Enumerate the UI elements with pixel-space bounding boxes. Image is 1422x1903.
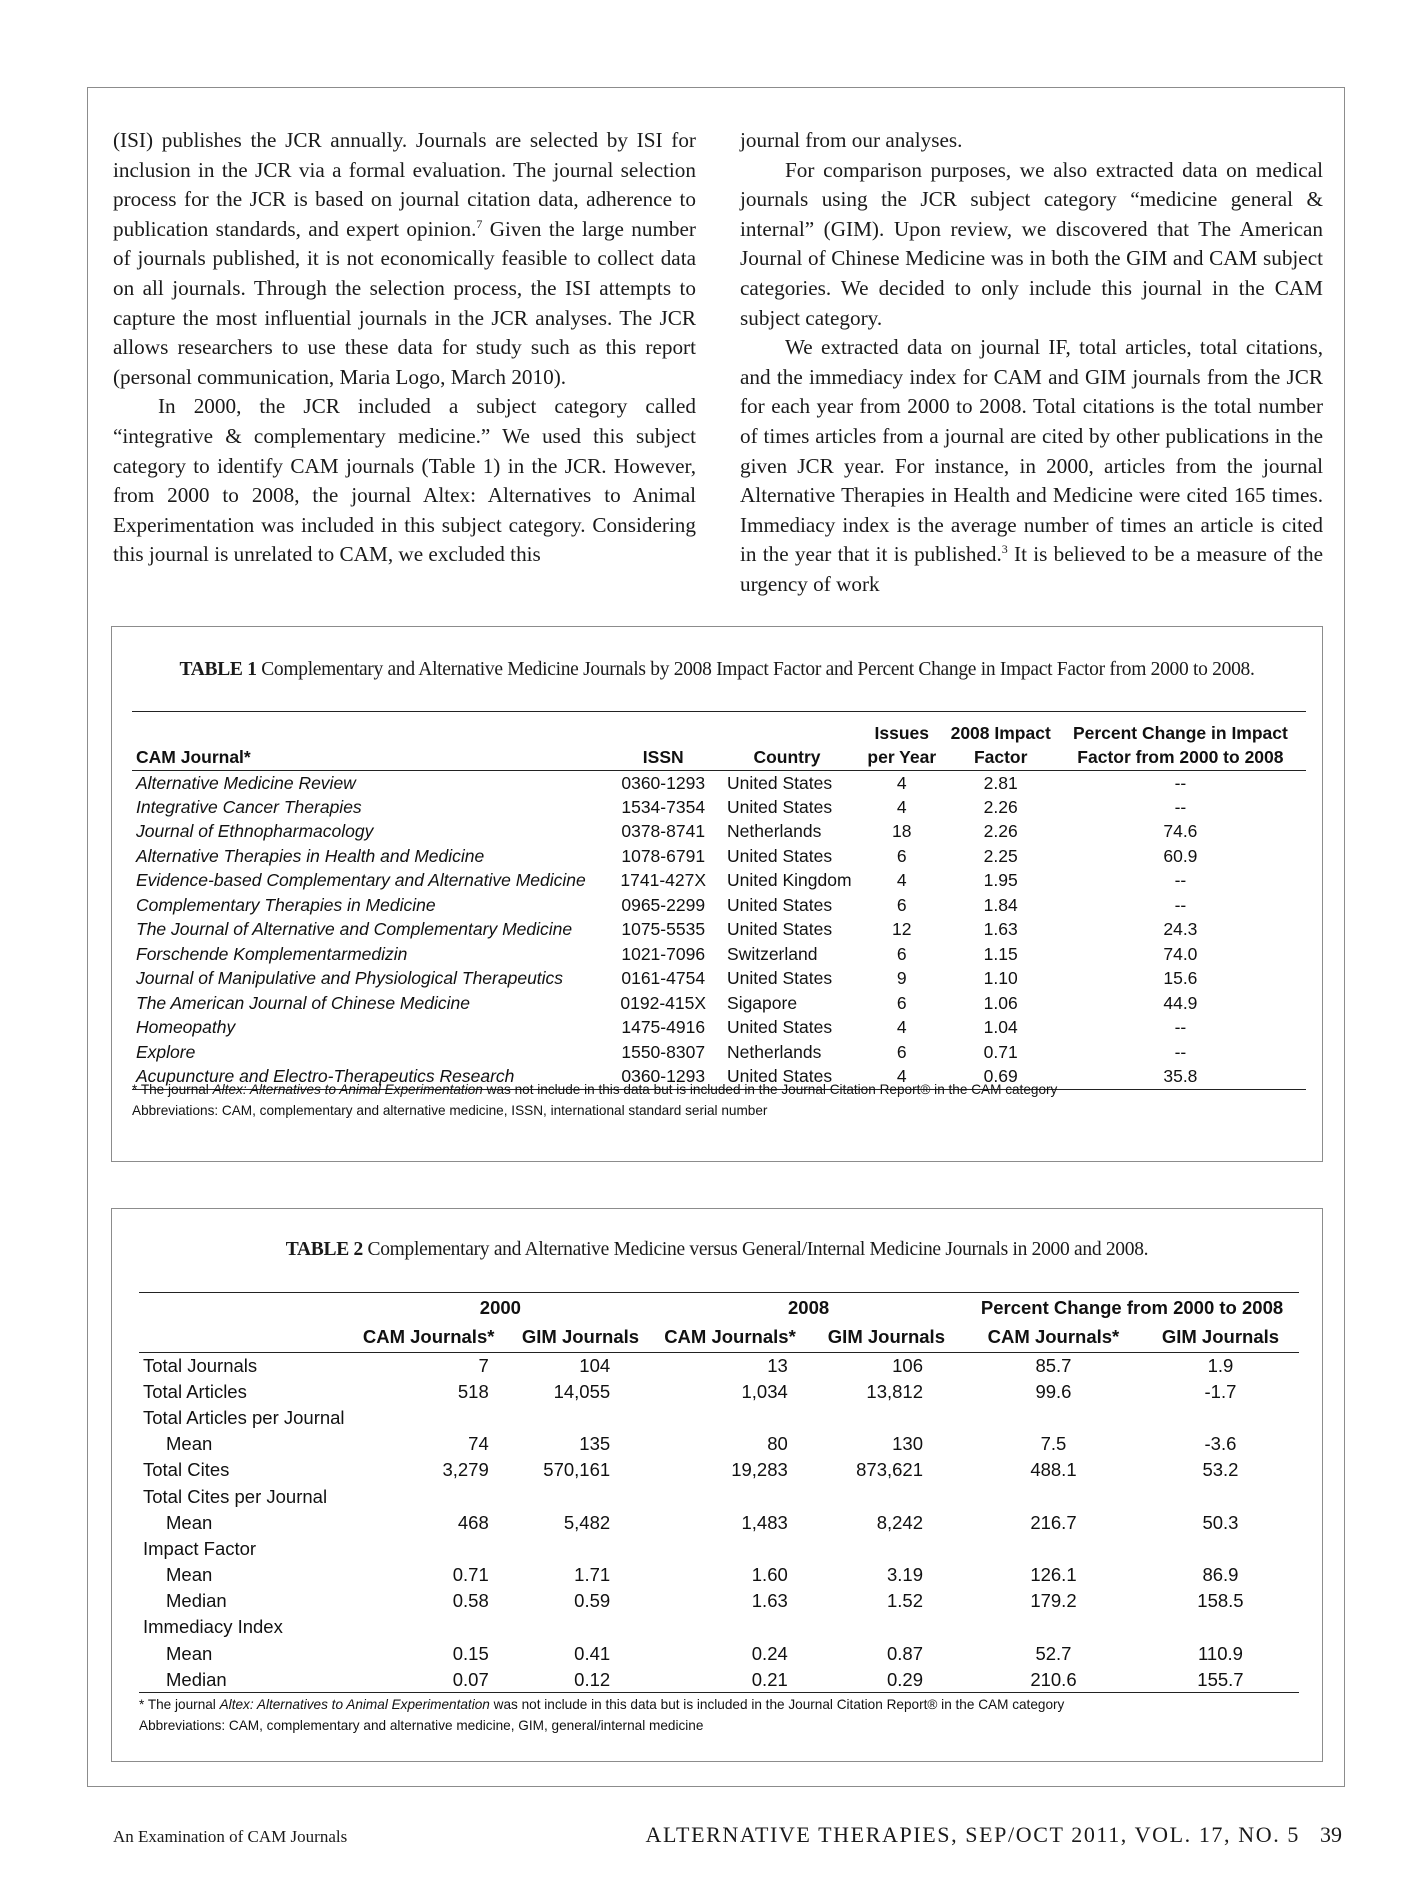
table-cell: United States (727, 1017, 833, 1038)
col-header: per Year (857, 746, 947, 771)
table-cell: 1.15 (983, 943, 1018, 964)
table-cell (1142, 1483, 1299, 1509)
col-header: CAM Journals* (965, 1323, 1142, 1353)
table-cell (965, 1483, 1142, 1509)
table-cell: -- (1174, 870, 1187, 891)
table2-abbreviations: Abbreviations: CAM, complementary and alternative medicine, GIM, general/internal medicine (139, 1718, 704, 1733)
table-cell: 2.25 (983, 845, 1018, 866)
table-cell: 1.04 (983, 1017, 1018, 1038)
table-row (139, 1536, 1299, 1562)
table-cell: Switzerland (727, 943, 818, 964)
table-cell: 74 (468, 1433, 489, 1455)
table-cell: -- (1174, 1041, 1187, 1062)
col-header: CAM Journals* (652, 1323, 808, 1353)
col-header: Percent Change in Impact (1055, 712, 1306, 746)
table-cell (652, 1614, 808, 1640)
table1-abbreviations: Abbreviations: CAM, complementary and alternative medicine, ISSN, international standard serial number (132, 1103, 768, 1118)
journal-name-cell: Forschende Komplementarmedizin (136, 943, 408, 964)
table-cell: 1.9 (1207, 1354, 1234, 1376)
table1-footnote: * The journal Altex: Alternatives to Animal Experimentation was not include in this data but is included in the Journal Citation Report® in the CAM category (132, 1082, 1058, 1097)
table-row (139, 1379, 1299, 1405)
table-cell: 0.41 (574, 1642, 611, 1664)
table-cell: 6 (896, 943, 907, 964)
table-cell: 86.9 (1202, 1564, 1239, 1586)
table-cell: United States (727, 796, 833, 817)
table-cell: 19,283 (731, 1459, 788, 1481)
table1-header-row (132, 712, 1306, 746)
row-label: Median (166, 1590, 227, 1612)
table-cell: 6 (896, 992, 907, 1013)
group-header: 2000 (349, 1293, 653, 1323)
table-cell: 0.12 (509, 1667, 652, 1693)
table-cell (1142, 1614, 1299, 1640)
table2-sub-header-row (139, 1323, 1299, 1353)
table-cell: 18 (892, 821, 912, 842)
table-row (139, 1457, 1299, 1483)
table-cell (509, 1405, 652, 1431)
table-cell: 60.9 (1163, 845, 1198, 866)
col-header: GIM Journals (509, 1323, 652, 1353)
table-cell: 570,161 (543, 1459, 611, 1481)
table-cell (808, 1614, 965, 1640)
table-cell: 0.87 (887, 1642, 924, 1664)
table-cell: 468 (457, 1511, 489, 1533)
table2 (139, 1292, 1299, 1693)
table-cell (509, 1536, 652, 1562)
table-cell (1142, 1405, 1299, 1431)
table-cell (349, 1614, 509, 1640)
table-cell: 44.9 (1163, 992, 1198, 1013)
table-cell: 8,242 (876, 1511, 924, 1533)
table-cell: 24.3 (1163, 919, 1198, 940)
table-cell: 13,812 (866, 1380, 924, 1402)
row-label: Immediacy Index (143, 1616, 283, 1638)
table2-caption: TABLE 2 Complementary and Alternative Medicine versus General/Internal Medicine Journals in 2000 and 2008. (285, 1239, 1149, 1260)
table2-group-header-row (139, 1293, 1299, 1323)
journal-name-cell: The American Journal of Chinese Medicine (136, 992, 470, 1013)
journal-name-cell: Explore (136, 1041, 196, 1062)
table1-notes (132, 1079, 1057, 1121)
table-cell (652, 1483, 808, 1509)
table-cell: 135 (579, 1433, 611, 1455)
table-cell (965, 1405, 1142, 1431)
journal-name-cell: Alternative Therapies in Health and Medicine (136, 845, 485, 866)
table-cell: 0965-2299 (621, 894, 706, 915)
journal-name-cell: Journal of Ethnopharmacology (136, 821, 374, 842)
table-cell: 0.29 (808, 1667, 965, 1693)
table-cell: 1534-7354 (621, 796, 706, 817)
table-cell: 0192-415X (620, 992, 707, 1013)
table-cell: 1.63 (751, 1590, 788, 1612)
table-row (139, 1667, 1299, 1693)
table-cell: 35.8 (1055, 1065, 1306, 1090)
table-cell: 0.71 (452, 1564, 489, 1586)
table-cell: 13 (767, 1354, 788, 1376)
table-cell: 1.06 (983, 992, 1018, 1013)
journal-name-cell: Journal of Manipulative and Physiological Therapeutics (136, 968, 564, 989)
table-cell: 158.5 (1197, 1590, 1244, 1612)
group-header: Percent Change from 2000 to 2008 (965, 1293, 1299, 1323)
table-cell: 518 (457, 1380, 489, 1402)
row-label: Median (139, 1667, 349, 1693)
row-label: Mean (166, 1433, 213, 1455)
table-cell: United States (727, 772, 833, 793)
table-cell (965, 1614, 1142, 1640)
paragraph: (ISI) publishes the JCR annually. Journals are selected by ISI for inclusion in the JCR via a formal evaluation. The journal selection process for the JCR is based on journal citation data, adherence to publication standards, and expert opinion.$^7$ Given the large number of journals published, it is not economically feasible to collect data on all journals. Through the selection process, the ISI attempts to capture the most influential journals in the JCR analyses. The JCR allows researchers to use these data for study such as this report (personal communication, Maria Logo, March 2010). (113, 128, 696, 389)
table-cell (808, 1405, 965, 1431)
table-cell: United States (727, 919, 833, 940)
table-cell: 110.9 (1197, 1642, 1243, 1664)
table-cell: 1475-4916 (621, 1017, 706, 1038)
row-label: Total Articles per Journal (143, 1406, 345, 1428)
table-cell: 50.3 (1202, 1511, 1239, 1533)
col-header: GIM Journals (808, 1323, 965, 1353)
table-cell: 1.60 (751, 1564, 788, 1586)
table-row (139, 1431, 1299, 1457)
table-cell: 130 (892, 1433, 924, 1455)
table-row (132, 1040, 1306, 1065)
citation-ref: 7 (476, 216, 483, 231)
body-text (113, 126, 1323, 606)
table-cell: 99.6 (1035, 1380, 1072, 1402)
paragraph: In 2000, the JCR included a subject category called “integrative & complementary medicine.” We used this subject category to identify CAM journals (Table 1) in the JCR. However, from 2000 to 2008, the journal Altex: Alternatives to Animal Experimentation was included in this subject category. Considering this journal is unrelated to CAM, we excluded this (113, 394, 696, 567)
col-header: Factor (947, 746, 1055, 771)
table-cell: -- (1174, 1017, 1187, 1038)
table-cell (965, 1536, 1142, 1562)
row-label: Total Articles (143, 1380, 247, 1402)
row-label: Total Cites (143, 1459, 230, 1481)
table-cell: Netherlands (727, 821, 822, 842)
table-cell: 104 (579, 1354, 611, 1376)
table-cell: 0.15 (452, 1642, 489, 1664)
table-cell: 74.0 (1163, 943, 1198, 964)
table-cell: 85.7 (1035, 1354, 1072, 1376)
table-cell: 7 (478, 1354, 489, 1376)
table-cell: 14,055 (553, 1380, 611, 1402)
table-cell: 0.21 (652, 1667, 808, 1693)
table-cell: 6 (896, 1041, 907, 1062)
table-cell: 210.6 (965, 1667, 1142, 1693)
table-cell: Netherlands (727, 1041, 822, 1062)
table-cell: 2.81 (983, 772, 1018, 793)
col-header: Issues (857, 712, 947, 746)
table-cell: 2.26 (983, 821, 1018, 842)
row-label: Mean (166, 1642, 213, 1664)
table-cell: 1550-8307 (621, 1041, 706, 1062)
table-cell: United States (717, 1065, 857, 1090)
col-header: CAM Journal* (132, 746, 609, 771)
table-cell: 1.95 (983, 870, 1018, 891)
table-cell: -3.6 (1204, 1433, 1237, 1455)
journal-name-cell: Evidence-based Complementary and Alternative Medicine (136, 870, 586, 891)
row-label: Total Journals (143, 1354, 258, 1376)
left-column (113, 126, 696, 606)
table-cell: 0.71 (983, 1041, 1018, 1062)
table-cell: 0161-4754 (621, 968, 706, 989)
table-cell: 74.6 (1163, 821, 1198, 842)
table-row (132, 820, 1306, 845)
table-cell: 3.19 (887, 1564, 924, 1586)
col-header: Country (717, 746, 857, 771)
table-cell: 0.69 (947, 1065, 1055, 1090)
page-number: 39 (1320, 1822, 1342, 1847)
table-cell: 155.7 (1142, 1667, 1299, 1693)
table-cell (509, 1483, 652, 1509)
table-cell: -1.7 (1204, 1380, 1237, 1402)
table-cell (652, 1405, 808, 1431)
table-row (132, 869, 1306, 894)
table-cell: 4 (857, 1065, 947, 1090)
table-cell: 9 (896, 968, 907, 989)
table-cell: United States (727, 845, 833, 866)
table-cell (349, 1536, 509, 1562)
table-row (139, 1353, 1299, 1379)
table-cell: 0360-1293 (609, 1065, 717, 1090)
table-cell: 1075-5535 (621, 919, 706, 940)
journal-name-cell: Alternative Medicine Review (136, 772, 356, 793)
table-cell: 7.5 (1040, 1433, 1067, 1455)
table-cell: Sigapore (727, 992, 798, 1013)
table-cell: 6 (896, 894, 907, 915)
table-row (132, 795, 1306, 820)
table2-notes (139, 1694, 1064, 1736)
table-cell (509, 1614, 652, 1640)
table-cell (1142, 1536, 1299, 1562)
table-cell: 3,279 (442, 1459, 489, 1481)
table-cell: -- (1174, 894, 1187, 915)
table-cell: United Kingdom (727, 870, 852, 891)
table2-box (111, 1208, 1323, 1762)
journal-name-cell: The Journal of Alternative and Complementary Medicine (136, 919, 573, 940)
table-cell: 0.24 (751, 1642, 788, 1664)
table-cell: 106 (892, 1354, 924, 1376)
table-cell: 0.58 (452, 1590, 489, 1612)
table-cell: 873,621 (856, 1459, 924, 1481)
journal-name-cell: Integrative Cancer Therapies (136, 796, 362, 817)
table-cell: 5,482 (563, 1511, 611, 1533)
footer-journal-info (646, 1822, 1342, 1848)
table1-box (111, 626, 1323, 1162)
row-label: Mean (166, 1564, 213, 1586)
table-cell: 1.84 (983, 894, 1018, 915)
table-cell: 1.71 (574, 1564, 611, 1586)
table-cell: -- (1174, 772, 1187, 793)
table1-caption: TABLE 1 Complementary and Alternative Medicine Journals by 2008 Impact Factor and Percent Change in Impact Factor from 2000 to 2008. (179, 659, 1255, 680)
table-cell: 0.07 (349, 1667, 509, 1693)
table-cell: 53.2 (1202, 1459, 1239, 1481)
journal-name-cell: Homeopathy (136, 1017, 236, 1038)
table-row (139, 1641, 1299, 1667)
table-cell: 1.52 (887, 1590, 924, 1612)
table-cell (652, 1536, 808, 1562)
table-cell: United States (727, 968, 833, 989)
table-cell (349, 1405, 509, 1431)
table-row (132, 942, 1306, 967)
group-header: 2008 (652, 1293, 965, 1323)
table-cell: 4 (896, 870, 907, 891)
journal-name-cell: Acupuncture and Electro-Therapeutics Research (132, 1065, 609, 1090)
table-row (139, 1562, 1299, 1588)
table-row (139, 1483, 1299, 1509)
col-header: 2008 Impact (947, 712, 1055, 746)
table-row (139, 1510, 1299, 1536)
table-cell: 4 (896, 772, 907, 793)
table-cell: 179.2 (1030, 1590, 1077, 1612)
citation-ref: 3 (1001, 542, 1008, 557)
row-label: Total Cites per Journal (143, 1485, 328, 1507)
table-cell: 1,483 (741, 1511, 788, 1533)
table-cell (808, 1483, 965, 1509)
table-cell: 1.63 (983, 919, 1018, 940)
row-label: Impact Factor (143, 1537, 257, 1559)
table-cell: 0.59 (574, 1590, 611, 1612)
table1-header-row (132, 746, 1306, 771)
table-cell: 12 (892, 919, 912, 940)
table-cell: 1021-7096 (621, 943, 706, 964)
col-header: GIM Journals (1142, 1323, 1299, 1353)
table-row (132, 991, 1306, 1016)
table-cell: -- (1174, 796, 1187, 817)
table-cell: 6 (896, 845, 907, 866)
table-cell: 80 (767, 1433, 788, 1455)
table-row (132, 918, 1306, 943)
table-row (139, 1405, 1299, 1431)
table-cell: 2.26 (983, 796, 1018, 817)
table-cell (349, 1483, 509, 1509)
table-cell: 1,034 (741, 1380, 788, 1402)
table-row (139, 1588, 1299, 1614)
paragraph: We extracted data on journal IF, total articles, total citations, and the immediacy index for CAM and GIM journals from the JCR for each year from 2000 to 2008. Total citations is the total number of times articles from a journal are cited by other publications in the given JCR year. For instance, in 2000, articles from the journal Alternative Therapies in Health and Medicine were cited 165 times. Immediacy index is the average number of times an article is cited in the year that it is published.$^3$ It is believed to be a measure of the urgency of work (740, 335, 1324, 596)
table-cell: 15.6 (1163, 968, 1198, 989)
table-cell: 52.7 (1035, 1642, 1072, 1664)
table-row (132, 893, 1306, 918)
col-header: ISSN (609, 746, 717, 771)
table-cell: United States (727, 894, 833, 915)
table-cell: 0378-8741 (621, 821, 706, 842)
table2-footnote: * The journal Altex: Alternatives to Animal Experimentation was not include in this data but is included in the Journal Citation Report® in the CAM category (139, 1697, 1065, 1712)
col-header: Factor from 2000 to 2008 (1055, 746, 1306, 771)
footer-article-title: An Examination of CAM Journals (113, 1827, 348, 1846)
table1 (132, 711, 1306, 1090)
table-cell: 0360-1293 (621, 772, 706, 793)
table-cell: 126.1 (1030, 1564, 1077, 1586)
journal-name-cell: Complementary Therapies in Medicine (136, 894, 436, 915)
table-row (132, 771, 1306, 796)
table-row (139, 1614, 1299, 1640)
table-row (132, 844, 1306, 869)
table-cell: 1078-6791 (621, 845, 706, 866)
col-header: CAM Journals* (349, 1323, 509, 1353)
table-cell: 4 (896, 796, 907, 817)
table-cell: 216.7 (1030, 1511, 1077, 1533)
paragraph: journal from our analyses. (740, 128, 963, 152)
table-row (132, 1016, 1306, 1041)
table-cell: 1741-427X (620, 870, 707, 891)
table-cell: 488.1 (1030, 1459, 1077, 1481)
table-cell: 1.10 (983, 968, 1018, 989)
table-cell: 4 (896, 1017, 907, 1038)
right-column (740, 126, 1323, 606)
table-cell (808, 1536, 965, 1562)
table-row (132, 967, 1306, 992)
footer-journal: ALTERNATIVE THERAPIES, SEP/OCT 2011, VOL. 17, NO. 5 (645, 1822, 1300, 1847)
paragraph: For comparison purposes, we also extracted data on medical journals using the JCR subject category “medicine general & internal” (GIM). Upon review, we discovered that The American Journal of Chinese Medicine was in both the GIM and CAM subject categories. We decided to only include this journal in the CAM subject category. (740, 157, 1323, 330)
row-label: Mean (166, 1511, 213, 1533)
